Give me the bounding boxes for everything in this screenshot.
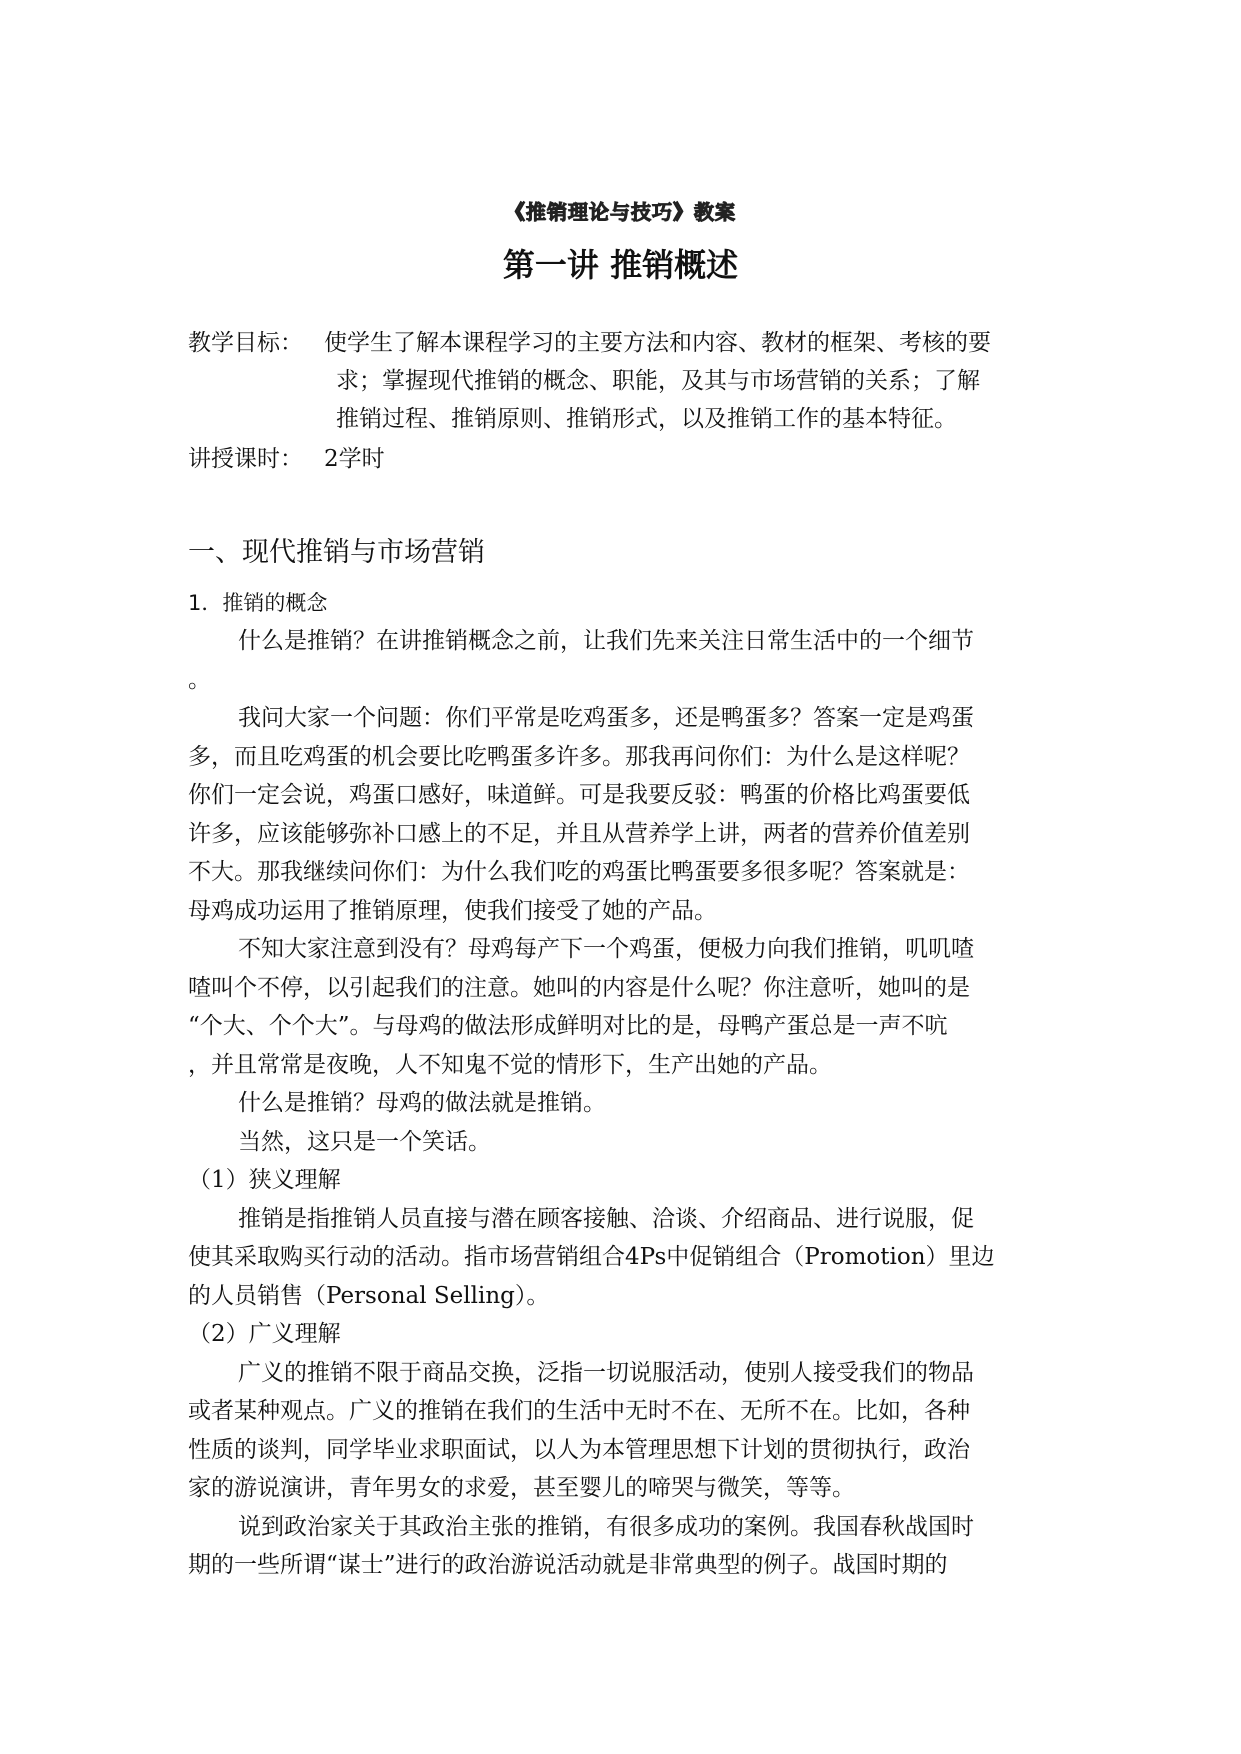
teaching-hours-label: 讲授课时： xyxy=(188,446,303,472)
body-line: 你们一定会说，鸡蛋口感好，味道鲜。可是我要反驳：鸭蛋的价格比鸡蛋要低 xyxy=(188,782,970,808)
objective-line: 求；掌握现代推销的概念、职能，及其与市场营销的关系；了解 xyxy=(336,368,980,394)
objective-line: 推销过程、推销原则、推销形式，以及推销工作的基本特征。 xyxy=(336,406,957,432)
body-line: 不大。那我继续问你们：为什么我们吃的鸡蛋比鸭蛋要多很多呢？答案就是： xyxy=(188,859,970,885)
body-line: 什么是推销？在讲推销概念之前，让我们先来关注日常生活中的一个细节 xyxy=(238,628,974,654)
body-line: “个大、个个大”。与母鸡的做法形成鲜明对比的是，母鸭产蛋总是一声不吭 xyxy=(188,1013,948,1039)
body-line: 母鸡成功运用了推销原理，使我们接受了她的产品。 xyxy=(188,897,717,924)
body-line: 期的一些所谓“谋士”进行的政治游说活动就是非常典型的例子。战国时期的 xyxy=(188,1552,948,1578)
teaching-objective-label: 教学目标： xyxy=(188,330,303,356)
teaching-hours-value: 2学时 xyxy=(324,446,385,472)
body-line: 不知大家注意到没有？母鸡每产下一个鸡蛋，便极力向我们推销，叽叽喳 xyxy=(238,936,974,962)
body-line: 推销是指推销人员直接与潜在顾客接触、洽谈、介绍商品、进行说服，促 xyxy=(238,1205,974,1232)
section-heading: 一、现代推销与市场营销 xyxy=(188,537,485,568)
objective-line: 使学生了解本课程学习的主要方法和内容、教材的框架、考核的要 xyxy=(324,330,991,356)
document-header-title: 《推销理论与技巧》教案 xyxy=(505,200,736,224)
body-line: 当然，这只是一个笑话。 xyxy=(238,1128,491,1155)
lecture-title: 第一讲 推销概述 xyxy=(502,246,739,284)
body-line: 什么是推销？母鸡的做法就是推销。 xyxy=(238,1090,606,1116)
body-line: ，并且常常是夜晚，人不知鬼不觉的情形下，生产出她的产品。 xyxy=(188,1051,832,1078)
subsection-heading: 1．推销的概念 xyxy=(188,591,328,615)
body-text xyxy=(188,622,1068,1585)
body-line: 我问大家一个问题：你们平常是吃鸡蛋多，还是鸭蛋多？答案一定是鸡蛋 xyxy=(238,705,974,731)
body-line: 喳叫个不停，以引起我们的注意。她叫的内容是什么呢？你注意听，她叫的是 xyxy=(188,974,970,1001)
body-subheading: （2）广义理解 xyxy=(188,1321,341,1347)
body-line: 多，而且吃鸡蛋的机会要比吃鸭蛋多许多。那我再问你们：为什么是这样呢？ xyxy=(188,743,970,770)
body-line: 使其采取购买行动的活动。指市场营销组合4Ps中促销组合（Promotion）里边 xyxy=(188,1244,995,1270)
body-line: 说到政治家关于其政治主张的推销，有很多成功的案例。我国春秋战国时 xyxy=(238,1513,974,1540)
body-line: 家的游说演讲，青年男女的求爱，甚至婴儿的啼哭与微笑，等等。 xyxy=(188,1475,855,1501)
body-line: 或者某种观点。广义的推销在我们的生活中无时不在、无所不在。比如，各种 xyxy=(188,1398,970,1424)
body-line: 性质的谈判，同学毕业求职面试，以人为本管理思想下计划的贯彻执行，政治 xyxy=(188,1436,970,1463)
body-subheading: （1）狭义理解 xyxy=(188,1167,341,1193)
body-line: 的人员销售（Personal Selling）。 xyxy=(188,1282,550,1309)
body-line: 。 xyxy=(188,666,211,693)
teaching-objective-text xyxy=(324,324,1241,438)
body-line: 许多，应该能够弥补口感上的不足，并且从营养学上讲，两者的营养价值差别 xyxy=(188,820,970,847)
body-line: 广义的推销不限于商品交换，泛指一切说服活动，使别人接受我们的物品 xyxy=(238,1359,974,1386)
